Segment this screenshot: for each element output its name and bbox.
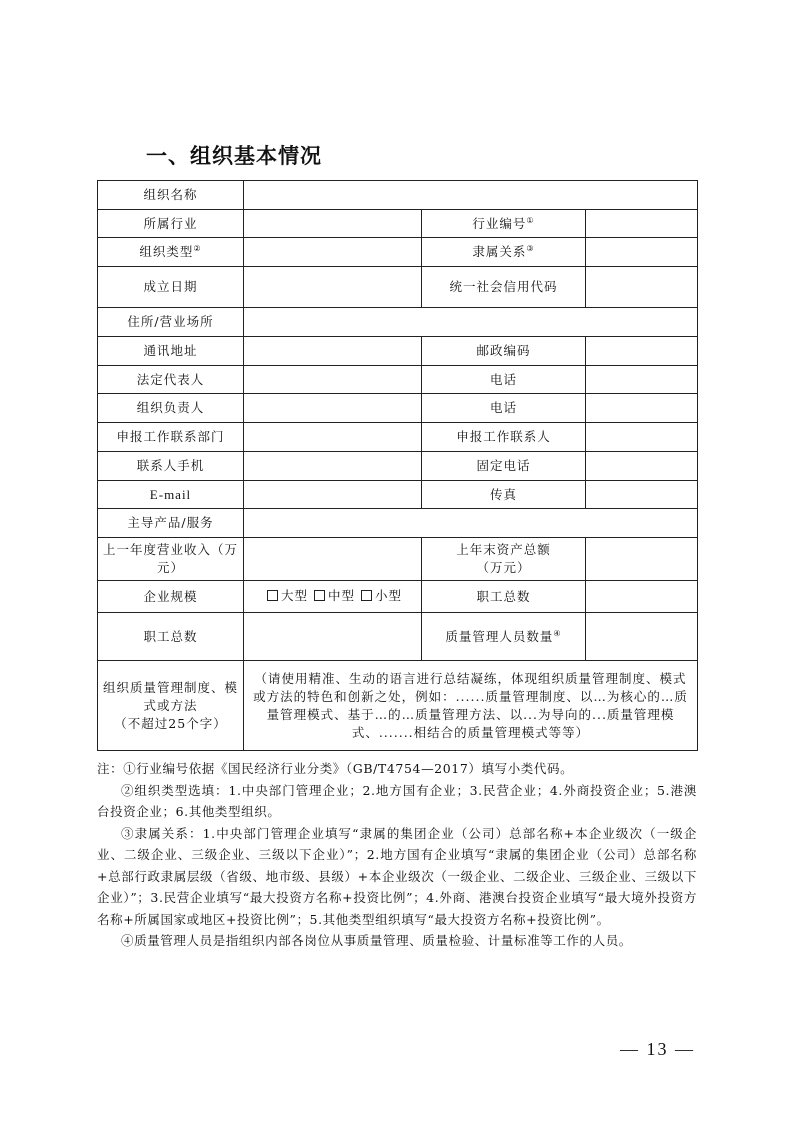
field-fax[interactable] — [586, 481, 698, 509]
label-mailing-address: 通讯地址 — [98, 337, 244, 366]
field-contact-person[interactable] — [586, 423, 698, 452]
label-staff-total: 职工总数 — [422, 581, 586, 613]
field-scale — [244, 581, 422, 613]
label-email: E-mail — [98, 481, 244, 509]
field-total-assets[interactable] — [586, 538, 698, 581]
field-org-type[interactable] — [244, 238, 422, 267]
field-qm-system[interactable]: （请使用精准、生动的语言进行总结凝练，体现组织质量管理制度、模式或方法的特色和创新之处，例如：......质量管理制度、以…为核心的…质量管理模式、基于…的…质量管理方法、以...为导向的...质量管理模式、.......相结合的质量管理模式等等） — [244, 661, 698, 751]
field-phone[interactable] — [586, 366, 698, 394]
label-phone-2: 电话 — [422, 394, 586, 423]
label-industry-code: 行业编号① — [422, 210, 586, 238]
note-2: ②组织类型选填：1.中央部门管理企业；2.地方国有企业；3.民营企业；4.外商投资企业；5.港澳台投资企业；6.其他类型组织。 — [97, 782, 697, 819]
label-industry: 所属行业 — [98, 210, 244, 238]
field-phone-2[interactable] — [586, 394, 698, 423]
label-affiliation: 隶属关系③ — [422, 238, 586, 267]
section-title: 一、组织基本情况 — [146, 144, 322, 168]
field-dept[interactable] — [244, 423, 422, 452]
field-landline[interactable] — [586, 452, 698, 481]
label-legal-rep: 法定代表人 — [98, 366, 244, 394]
field-contact-mobile[interactable] — [244, 452, 422, 481]
field-org-head[interactable] — [244, 394, 422, 423]
field-industry-code[interactable] — [586, 210, 698, 238]
label-landline: 固定电话 — [422, 452, 586, 481]
label-qm-staff: 质量管理人员数量④ — [422, 613, 586, 661]
checkbox-small-label: 小型 — [375, 587, 403, 603]
checkbox-small[interactable] — [361, 590, 372, 601]
note-3: ③隶属关系：1.中央部门管理企业填写“隶属的集团企业（公司）总部名称+本企业级次（一级企业、二级企业、三级企业、三级以下企业）”；2.地方国有企业填写“隶属的集团企业（公司）总部名称+总部行政隶属层级（省级、地市级、县级）+本企业级次（一级企业、二级企业、三级企业、三级以下企业）”；3.民营企业填写“最大投资方名称+投资比例”；4.外商、港澳台投资企业填写“最大境外投资方名称+所属国家或地区+投资比例”；5.其他类型组织填写“最大投资方名称+投资比例”。 — [97, 825, 697, 927]
field-industry[interactable] — [244, 210, 422, 238]
label-staff-total-2: 职工总数 — [98, 613, 244, 661]
field-credit-code[interactable] — [586, 267, 698, 308]
field-mailing-address[interactable] — [244, 337, 422, 366]
checkbox-medium[interactable] — [314, 590, 325, 601]
checkbox-large-label: 大型 — [280, 587, 308, 603]
label-dept: 申报工作联系部门 — [98, 423, 244, 452]
field-org-name[interactable] — [244, 181, 698, 210]
label-contact-person: 申报工作联系人 — [422, 423, 586, 452]
label-scale: 企业规模 — [98, 581, 244, 613]
label-qm-system: 组织质量管理制度、模式或方法 （不超过25个字） — [98, 661, 244, 751]
label-address-business: 住所/营业场所 — [98, 308, 244, 337]
note-4: ④质量管理人员是指组织内部各岗位从事质量管理、质量检验、计量标准等工作的人员。 — [121, 933, 632, 948]
field-founded[interactable] — [244, 267, 422, 308]
label-postal-code: 邮政编码 — [422, 337, 586, 366]
label-total-assets: 上年末资产总额 （万元） — [422, 538, 586, 581]
label-org-name: 组织名称 — [98, 181, 244, 210]
field-staff-total-2[interactable] — [244, 613, 422, 661]
label-last-revenue: 上一年度营业收入（万元） — [98, 538, 244, 581]
notes — [97, 758, 697, 952]
label-fax: 传真 — [422, 481, 586, 509]
field-affiliation[interactable] — [586, 238, 698, 267]
field-last-revenue[interactable] — [244, 538, 422, 581]
note-1: 注：①行业编号依据《国民经济行业分类》（GB/T4754—2017）填写小类代码。 — [97, 761, 574, 776]
org-info-table — [97, 180, 698, 751]
field-main-products[interactable] — [244, 509, 698, 538]
field-qm-staff[interactable] — [586, 613, 698, 661]
checkbox-medium-label: 中型 — [327, 587, 355, 603]
label-org-type: 组织类型② — [98, 238, 244, 267]
label-founded: 成立日期 — [98, 267, 244, 308]
label-main-products: 主导产品/服务 — [98, 509, 244, 538]
label-phone: 电话 — [422, 366, 586, 394]
page-number: — 13 — — [620, 1039, 695, 1059]
field-legal-rep[interactable] — [244, 366, 422, 394]
checkbox-large[interactable] — [267, 590, 278, 601]
field-address-business[interactable] — [244, 308, 698, 337]
field-postal-code[interactable] — [586, 337, 698, 366]
label-credit-code: 统一社会信用代码 — [422, 267, 586, 308]
label-org-head: 组织负责人 — [98, 394, 244, 423]
label-contact-mobile: 联系人手机 — [98, 452, 244, 481]
field-staff-total[interactable] — [586, 581, 698, 613]
field-email[interactable] — [244, 481, 422, 509]
